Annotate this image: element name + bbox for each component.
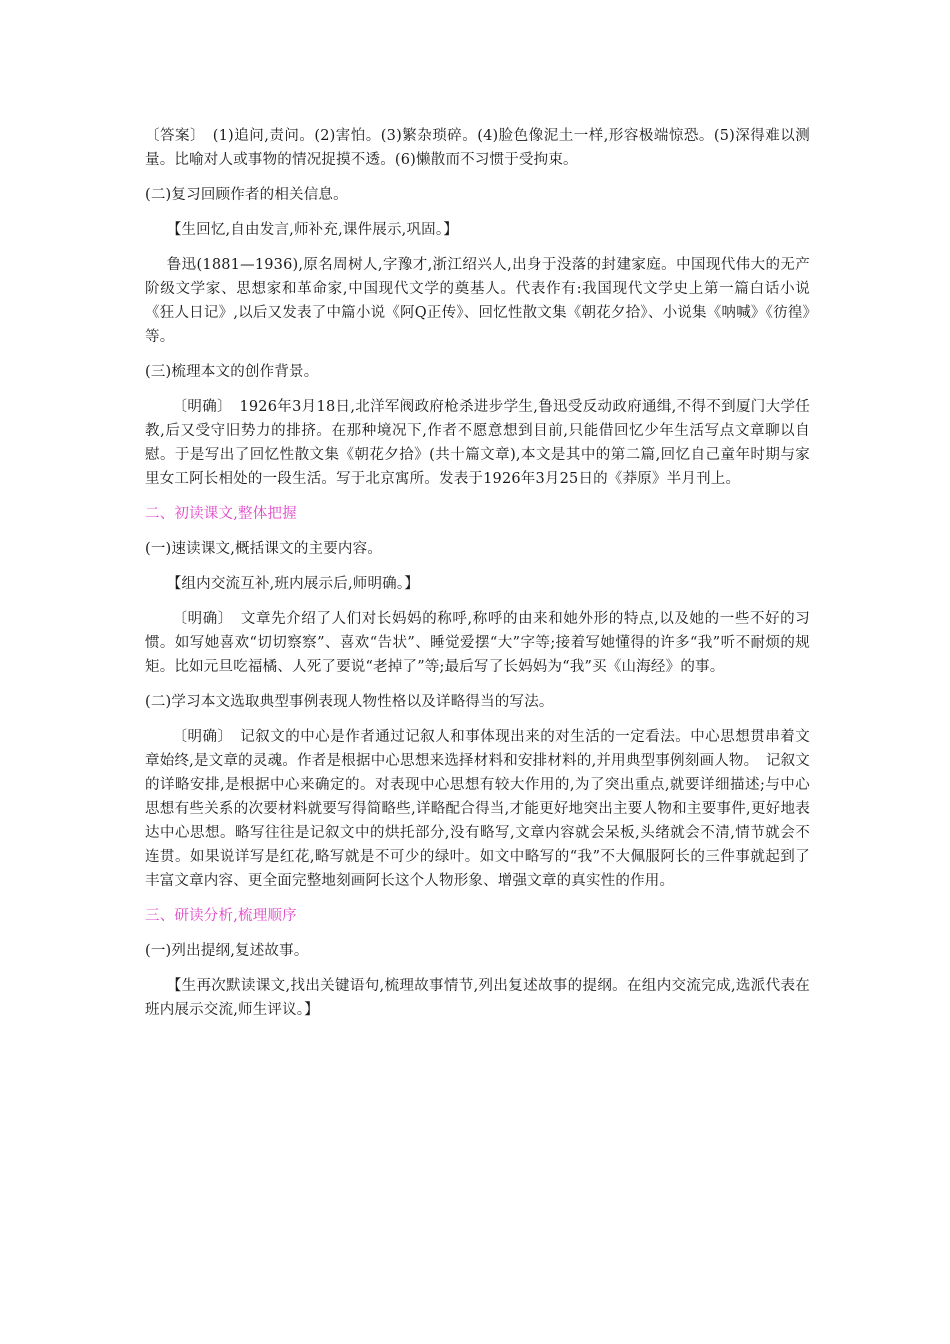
writing-method-paragraph: 〔明确〕 记叙文的中心是作者通过记叙人和事体现出来的对生活的一定看法。中心思想贯串着文章始终,是文章的灵魂。作者是根据中心思想来选择材料和安排材料的,并用典型事例刻画人物。 记叙文的详略安排,是根据中心来确定的。对表现中心思想有较大作用的,为了突出重点,就要详细描述;与中心思想有些关系的次要材料就要写得简略些,详略配合得当,才能更好地突出主要人物和主要事件,更好地表达中心思想。略写往往是记叙文中的烘托部分,没有略写,文章内容就会呆板,头绪就会不清,情节就会不连贯。如果说详写是红花,略写就是不可少的绿叶。如文中略写的“我”不大佩服阿长的三件事就起到了丰富文章内容、更全面完整地刻画阿长这个人物形象、增强文章的真实性的作用。 (145, 729, 810, 889)
teaching-note: 【生回忆,自由发言,师补充,课件展示,巩固。】 (166, 222, 459, 238)
subheading-outline: (一)列出提纲,复述故事。 (145, 943, 309, 959)
section-heading-2: 二、初读课文,整体把握 (145, 506, 297, 522)
subheading-quick-read: (一)速读课文,概括课文的主要内容。 (145, 541, 383, 557)
teaching-note: 【生再次默读课文,找出关键语句,梳理故事情节,列出复述故事的提纲。在组内交流完成,选派代表在班内展示交流,师生评议。】 (145, 978, 810, 1018)
author-info-paragraph: 鲁迅(1881—1936),原名周树人,字豫才,浙江绍兴人,出身于没落的封建家庭。中国现代伟大的无产阶级文学家、思想家和革命家,中国现代文学的奠基人。代表作有:我国现代文学史上第一篇白话小说《狂人日记》,以后又发表了中篇小说《阿Q正传》、回忆性散文集《朝花夕拾》、小说集《呐喊》《彷徨》等。 (145, 257, 810, 345)
content-summary-paragraph: 〔明确〕 文章先介绍了人们对长妈妈的称呼,称呼的由来和她外形的特点,以及她的一些不好的习惯。如写她喜欢“切切察察”、喜欢“告状”、睡觉爱摆“大”字等;接着写她懂得的许多“我”听不耐烦的规矩。比如元旦吃福橘、人死了要说“老掉了”等;最后写了长妈妈为“我”买《山海经》的事。 (145, 611, 810, 675)
answer-paragraph: 〔答案〕 (1)追问,责问。(2)害怕。(3)繁杂琐碎。(4)脸色像泥土一样,形容极端惊恐。(5)深得难以测量。比喻对人或事物的情况捉摸不透。(6)懒散而不习惯于受拘束。 (145, 128, 810, 168)
background-paragraph: 〔明确〕 1926年3月18日,北洋军阀政府枪杀进步学生,鲁迅受反动政府通缉,不得不到厦门大学任教,后又受守旧势力的排挤。在那种境况下,作者不愿意想到目前,只能借回忆少年生活写点文章聊以自慰。于是写出了回忆性散文集《朝花夕拾》(共十篇文章),本文是其中的第二篇,回忆自己童年时期与家里女工阿长相处的一段生活。写于北京寓所。发表于1926年3月25日的《莽原》半月刊上。 (145, 399, 810, 487)
subheading-writing-method: (二)学习本文选取典型事例表现人物性格以及详略得当的写法。 (145, 694, 554, 710)
subheading-author-review: (二)复习回顾作者的相关信息。 (145, 187, 348, 203)
teaching-note: 【组内交流互补,班内展示后,师明确。】 (166, 576, 420, 592)
document-page (145, 124, 810, 1022)
subheading-background: (三)梳理本文的创作背景。 (145, 364, 319, 380)
section-heading-3: 三、研读分析,梳理顺序 (145, 908, 297, 924)
